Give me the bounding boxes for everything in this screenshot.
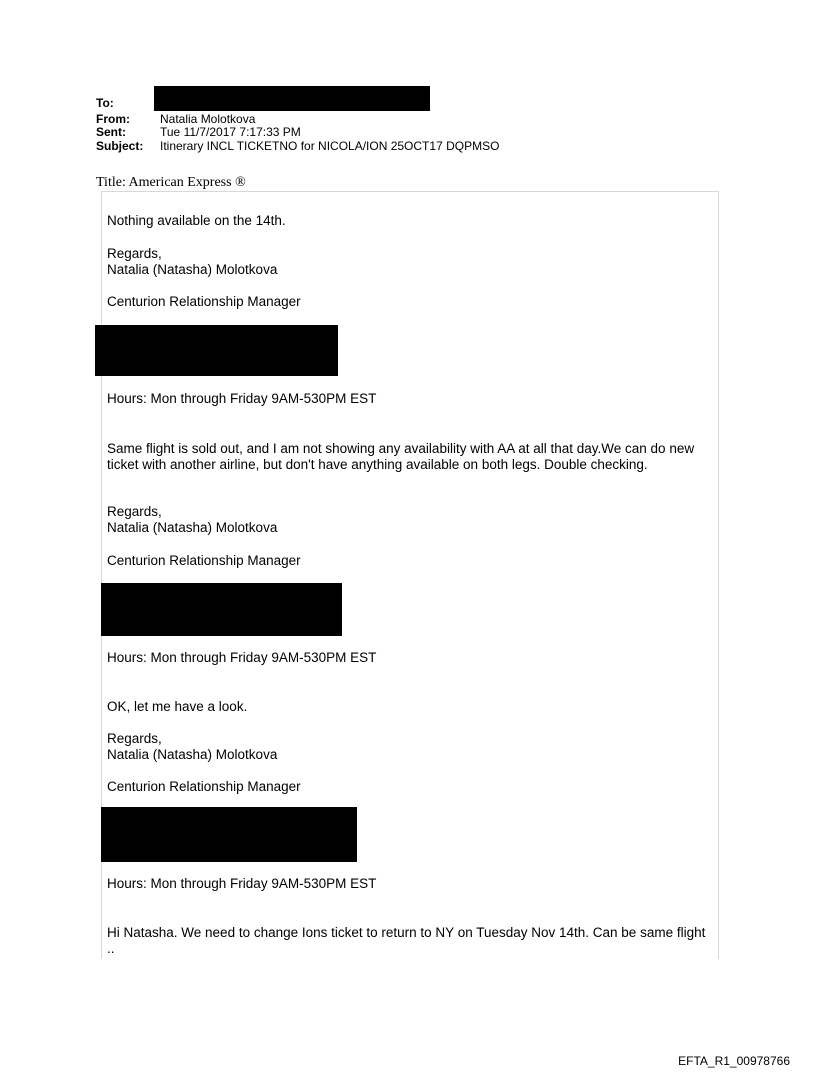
- message-1-body: Nothing available on the 14th.: [107, 213, 286, 228]
- message-3-signature-name: Natalia (Natasha) Molotkova: [107, 747, 278, 762]
- message-3-regards: Regards,: [107, 731, 162, 746]
- message-2-body: Same flight is sold out, and I am not showing any availability with AA at all that day.We can do new ticket with another airline, but don't have anything available on both legs. Double checking.: [107, 441, 695, 472]
- message-2-regards: Regards,: [107, 504, 162, 519]
- message-2-hours: Hours: Mon through Friday 9AM-530PM EST: [107, 650, 377, 665]
- redaction-box-3: [101, 807, 357, 862]
- message-4-body: Hi Natasha. We need to change Ions ticket to return to NY on Tuesday Nov 14th. Can be same flight ..: [107, 925, 706, 956]
- message-1-hours: Hours: Mon through Friday 9AM-530PM EST: [107, 391, 377, 406]
- redaction-box-1: [95, 325, 338, 376]
- message-2-signature-name: Natalia (Natasha) Molotkova: [107, 520, 278, 535]
- message-3-body: OK, let me have a look.: [107, 699, 248, 714]
- subject-value: Itinerary INCL TICKETNO for NICOLA/ION 25OCT17 DQPMSO: [160, 139, 500, 153]
- document-title: Title: American Express ®: [96, 175, 246, 190]
- message-3-hours: Hours: Mon through Friday 9AM-530PM EST: [107, 876, 377, 891]
- message-1-signature-name: Natalia (Natasha) Molotkova: [107, 262, 278, 277]
- sent-value: Tue 11/7/2017 7:17:33 PM: [160, 125, 301, 139]
- message-1-signature-role: Centurion Relationship Manager: [107, 294, 301, 309]
- redaction-box-2: [101, 583, 342, 636]
- subject-label: Subject:: [96, 139, 144, 153]
- document-id-footer: EFTA_R1_00978766: [678, 1054, 790, 1068]
- sent-label: Sent:: [96, 125, 126, 139]
- from-value: Natalia Molotkova: [160, 112, 256, 126]
- message-2-signature-role: Centurion Relationship Manager: [107, 553, 301, 568]
- from-label: From:: [96, 112, 130, 126]
- redaction-box-recipient: [154, 86, 430, 111]
- to-label: To:: [96, 96, 114, 110]
- message-3-signature-role: Centurion Relationship Manager: [107, 779, 301, 794]
- message-1-regards: Regards,: [107, 246, 162, 261]
